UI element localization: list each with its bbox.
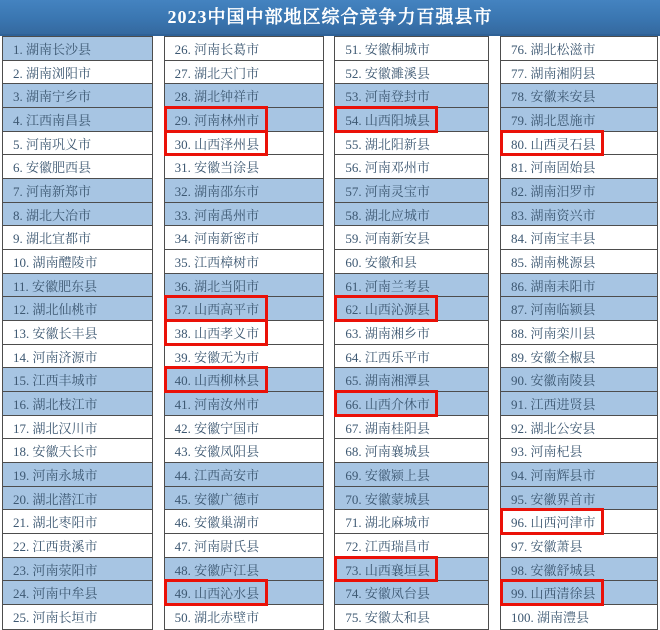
- rank-row: [501, 179, 657, 203]
- rank-row: [335, 297, 488, 321]
- rank-row: [3, 179, 152, 203]
- rank-label: 100. 湖南澧县: [510, 610, 589, 626]
- rank-label: 49. 山西沁水县: [174, 586, 260, 602]
- rank-label: 29. 河南林州市: [174, 112, 260, 128]
- rank-row: [335, 108, 488, 132]
- rank-row: [335, 510, 488, 534]
- rank-row: [501, 108, 657, 132]
- rank-row: [501, 416, 657, 440]
- rank-label: 16. 湖北枝江市: [13, 396, 98, 412]
- rank-label: 74. 安徽凤台县: [345, 586, 430, 602]
- rank-row: [501, 392, 657, 416]
- rank-label: 51. 安徽桐城市: [345, 41, 430, 57]
- rank-label: 21. 湖北枣阳市: [13, 515, 98, 531]
- rank-label: 85. 湖南桃源县: [510, 254, 596, 270]
- rank-row: [501, 368, 657, 392]
- rank-label: 68. 河南襄城县: [345, 444, 430, 460]
- rank-row: [335, 61, 488, 85]
- rank-row: [501, 274, 657, 298]
- rank-row: [501, 155, 657, 179]
- rank-row: [335, 132, 488, 156]
- rank-label: 93. 河南杞县: [510, 444, 583, 460]
- rank-label: 32. 湖南邵东市: [174, 183, 260, 199]
- header-banner: [0, 0, 660, 36]
- rank-label: 72. 江西瑞昌市: [345, 538, 430, 554]
- rank-row: [3, 392, 152, 416]
- rank-row: [165, 605, 323, 629]
- rank-label: 7. 河南新郑市: [13, 183, 92, 199]
- rank-row: [501, 37, 657, 61]
- rank-label: 96. 山西河津市: [510, 515, 596, 531]
- rank-row: [501, 439, 657, 463]
- rank-label: 30. 山西泽州县: [174, 136, 260, 152]
- rank-row: [501, 321, 657, 345]
- rank-label: 31. 安徽当涂县: [174, 160, 260, 176]
- rank-label: 25. 河南长垣市: [13, 610, 98, 626]
- rank-label: 2. 湖南浏阳市: [13, 65, 92, 81]
- rank-row: [501, 605, 657, 629]
- rank-row: [165, 368, 323, 392]
- rank-row: [335, 179, 488, 203]
- rank-label: 44. 江西高安市: [174, 467, 260, 483]
- rank-row: [3, 226, 152, 250]
- rank-row: [165, 297, 323, 321]
- rank-row: [3, 534, 152, 558]
- rank-label: 73. 山西襄垣县: [345, 562, 430, 578]
- rank-label: 15. 江西丰城市: [13, 373, 98, 389]
- rank-label: 86. 湖南耒阳市: [510, 278, 596, 294]
- page-title: 2023中国中部地区综合竞争力百强县市: [167, 6, 493, 27]
- rank-label: 13. 安徽长丰县: [13, 325, 98, 341]
- rank-column-3: [334, 36, 489, 630]
- rank-row: [335, 605, 488, 629]
- rank-row: [3, 37, 152, 61]
- rank-label: 33. 河南禹州市: [174, 207, 260, 223]
- rank-label: 23. 河南荥阳市: [13, 562, 98, 578]
- rank-label: 19. 河南永城市: [13, 467, 98, 483]
- rank-row: [165, 510, 323, 534]
- rank-row: [165, 84, 323, 108]
- rank-label: 35. 江西樟树市: [174, 254, 260, 270]
- rank-row: [501, 345, 657, 369]
- rank-label: 6. 安徽肥西县: [13, 160, 92, 176]
- rank-label: 26. 河南长葛市: [174, 41, 260, 57]
- rank-label: 14. 河南济源市: [13, 349, 98, 365]
- rank-label: 12. 湖北仙桃市: [13, 302, 98, 318]
- rank-label: 67. 湖南桂阳县: [345, 420, 430, 436]
- rank-row: [501, 510, 657, 534]
- rank-row: [501, 487, 657, 511]
- rank-label: 99. 山西清徐县: [510, 586, 596, 602]
- rank-label: 38. 山西孝义市: [174, 325, 260, 341]
- rank-label: 84. 河南宝丰县: [510, 231, 596, 247]
- rank-row: [165, 155, 323, 179]
- rank-label: 70. 安徽蒙城县: [345, 491, 430, 507]
- rank-row: [501, 463, 657, 487]
- rank-row: [3, 108, 152, 132]
- rank-label: 4. 江西南昌县: [13, 112, 92, 128]
- rank-row: [501, 61, 657, 85]
- rank-label: 62. 山西沁源县: [345, 302, 430, 318]
- rank-label: 24. 河南中牟县: [13, 586, 98, 602]
- rank-row: [3, 321, 152, 345]
- rank-row: [3, 558, 152, 582]
- rank-row: [165, 321, 323, 345]
- rank-label: 54. 山西阳城县: [345, 112, 430, 128]
- rank-row: [3, 297, 152, 321]
- rank-row: [335, 274, 488, 298]
- rank-label: 97. 安徽萧县: [510, 538, 583, 554]
- rank-row: [3, 605, 152, 629]
- rank-row: [335, 463, 488, 487]
- rank-label: 27. 湖北天门市: [174, 65, 260, 81]
- rank-row: [335, 439, 488, 463]
- rank-row: [501, 84, 657, 108]
- rank-label: 77. 湖南湘阴县: [510, 65, 596, 81]
- rank-row: [165, 61, 323, 85]
- rank-row: [335, 558, 488, 582]
- rank-label: 42. 安徽宁国市: [174, 420, 260, 436]
- rank-label: 65. 湖南湘潭县: [345, 373, 430, 389]
- rank-row: [165, 108, 323, 132]
- rank-row: [3, 250, 152, 274]
- rank-row: [3, 61, 152, 85]
- rank-label: 55. 湖北阳新县: [345, 136, 430, 152]
- rank-label: 43. 安徽凤阳县: [174, 444, 260, 460]
- rank-label: 28. 湖北钟祥市: [174, 89, 260, 105]
- rank-row: [165, 392, 323, 416]
- rank-row: [501, 250, 657, 274]
- rank-row: [165, 179, 323, 203]
- rank-label: 9. 湖北宜都市: [13, 231, 92, 247]
- rank-row: [3, 439, 152, 463]
- rank-row: [3, 368, 152, 392]
- rank-label: 69. 安徽颍上县: [345, 467, 430, 483]
- rank-label: 82. 湖南汨罗市: [510, 183, 596, 199]
- rank-label: 48. 安徽庐江县: [174, 562, 260, 578]
- rank-row: [3, 274, 152, 298]
- rank-row: [501, 203, 657, 227]
- rank-label: 71. 湖北麻城市: [345, 515, 430, 531]
- rank-row: [335, 250, 488, 274]
- rank-label: 60. 安徽和县: [345, 254, 417, 270]
- rank-row: [3, 487, 152, 511]
- rank-row: [335, 84, 488, 108]
- rank-label: 41. 河南汝州市: [174, 396, 260, 412]
- rank-row: [165, 558, 323, 582]
- rank-row: [3, 581, 152, 605]
- rank-label: 92. 湖北公安县: [510, 420, 596, 436]
- rank-row: [3, 510, 152, 534]
- rank-label: 22. 江西贵溪市: [13, 538, 98, 554]
- rank-label: 47. 河南尉氏县: [174, 538, 260, 554]
- rank-label: 80. 山西灵石县: [510, 136, 596, 152]
- rank-label: 76. 湖北松滋市: [510, 41, 596, 57]
- rank-label: 79. 湖北恩施市: [510, 112, 596, 128]
- rank-label: 58. 湖北应城市: [345, 207, 430, 223]
- rank-row: [165, 463, 323, 487]
- rank-row: [165, 416, 323, 440]
- rank-row: [335, 155, 488, 179]
- rank-label: 90. 安徽南陵县: [510, 373, 596, 389]
- rank-row: [3, 463, 152, 487]
- rank-label: 34. 河南新密市: [174, 231, 260, 247]
- rank-label: 63. 湖南湘乡市: [345, 325, 430, 341]
- rank-row: [335, 487, 488, 511]
- rank-label: 87. 河南临颍县: [510, 302, 596, 318]
- rank-label: 1. 湖南长沙县: [13, 41, 92, 57]
- rank-label: 91. 江西进贤县: [510, 396, 596, 412]
- rank-label: 11. 安徽肥东县: [13, 278, 98, 294]
- rank-label: 5. 河南巩义市: [13, 136, 92, 152]
- rank-row: [501, 558, 657, 582]
- rank-label: 94. 河南辉县市: [510, 467, 596, 483]
- rank-row: [501, 581, 657, 605]
- rank-label: 20. 湖北潜江市: [13, 491, 98, 507]
- rank-label: 81. 河南固始县: [510, 160, 596, 176]
- rank-row: [165, 37, 323, 61]
- rank-row: [165, 581, 323, 605]
- rank-row: [335, 581, 488, 605]
- rank-label: 66. 山西介休市: [345, 396, 430, 412]
- rank-column-1: [2, 36, 153, 630]
- rank-column-2: [164, 36, 324, 630]
- rank-label: 64. 江西乐平市: [345, 349, 430, 365]
- rank-label: 17. 湖北汉川市: [13, 420, 98, 436]
- rank-row: [501, 534, 657, 558]
- rank-label: 8. 湖北大冶市: [13, 207, 92, 223]
- rank-row: [335, 37, 488, 61]
- rank-label: 53. 河南登封市: [345, 89, 430, 105]
- rank-row: [335, 321, 488, 345]
- rank-label: 50. 湖北赤壁市: [174, 610, 260, 626]
- rank-label: 36. 湖北当阳市: [174, 278, 260, 294]
- rank-label: 61. 河南兰考县: [345, 278, 430, 294]
- rank-label: 78. 安徽来安县: [510, 89, 596, 105]
- rank-label: 83. 湖南资兴市: [510, 207, 596, 223]
- rank-label: 3. 湖南宁乡市: [13, 89, 92, 105]
- rank-column-4: [500, 36, 658, 630]
- rank-row: [3, 155, 152, 179]
- rank-label: 10. 湖南醴陵市: [13, 254, 98, 270]
- rank-label: 40. 山西柳林县: [174, 373, 260, 389]
- rank-row: [165, 132, 323, 156]
- rank-label: 88. 河南栾川县: [510, 325, 596, 341]
- rank-row: [165, 487, 323, 511]
- rank-row: [165, 250, 323, 274]
- rank-label: 46. 安徽巢湖市: [174, 515, 260, 531]
- rank-label: 75. 安徽太和县: [345, 610, 430, 626]
- rank-row: [335, 416, 488, 440]
- rank-row: [335, 392, 488, 416]
- rank-row: [501, 132, 657, 156]
- rank-label: 56. 河南邓州市: [345, 160, 430, 176]
- rank-label: 45. 安徽广德市: [174, 491, 260, 507]
- rank-label: 98. 安徽舒城县: [510, 562, 596, 578]
- rank-row: [335, 203, 488, 227]
- ranking-columns: [0, 36, 660, 630]
- rank-label: 37. 山西高平市: [174, 302, 260, 318]
- rank-row: [3, 345, 152, 369]
- rank-row: [3, 203, 152, 227]
- rank-label: 57. 河南灵宝市: [345, 183, 430, 199]
- rank-row: [501, 297, 657, 321]
- rank-row: [501, 226, 657, 250]
- rank-row: [3, 84, 152, 108]
- rank-label: 59. 河南新安县: [345, 231, 430, 247]
- rank-label: 89. 安徽全椒县: [510, 349, 596, 365]
- rank-row: [335, 226, 488, 250]
- rank-row: [335, 534, 488, 558]
- rank-row: [335, 368, 488, 392]
- rank-row: [165, 439, 323, 463]
- rank-row: [3, 416, 152, 440]
- rank-row: [165, 203, 323, 227]
- rank-row: [165, 274, 323, 298]
- rank-row: [3, 132, 152, 156]
- rank-label: 39. 安徽无为市: [174, 349, 260, 365]
- rank-label: 18. 安徽天长市: [13, 444, 98, 460]
- rank-row: [165, 534, 323, 558]
- rank-label: 52. 安徽濉溪县: [345, 65, 430, 81]
- rank-row: [165, 226, 323, 250]
- rank-row: [335, 345, 488, 369]
- rank-label: 95. 安徽界首市: [510, 491, 596, 507]
- rank-row: [165, 345, 323, 369]
